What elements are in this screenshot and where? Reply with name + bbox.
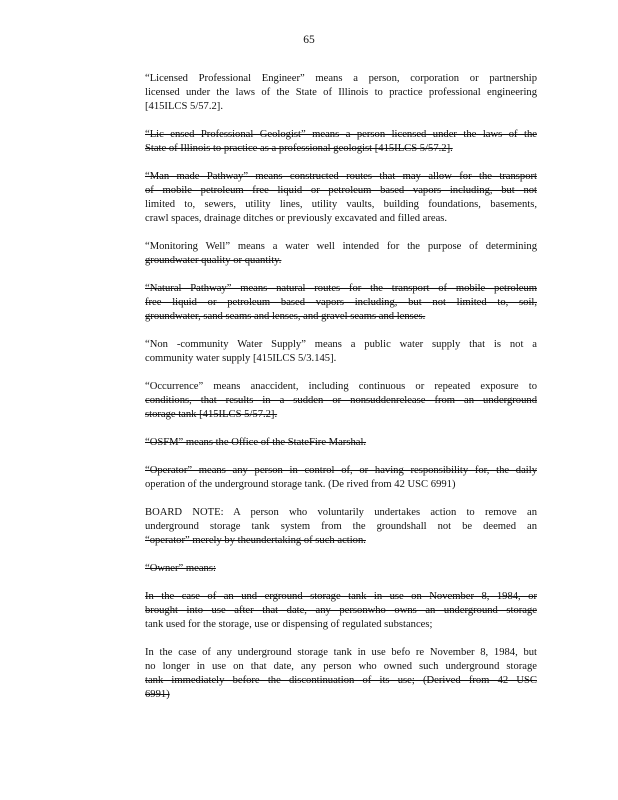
document-body — [145, 72, 537, 716]
struck-text-line: brought into use after that date, any personwho owns an underground storage — [145, 605, 537, 616]
definition-paragraph — [145, 72, 537, 114]
definition-paragraph — [145, 436, 537, 450]
definition-paragraph — [145, 380, 537, 422]
definition-paragraph — [145, 646, 537, 702]
struck-text-line: “OSFM” means the Office of the StateFire Marshal. — [145, 437, 367, 448]
struck-text-line: State of Illinois to practice as a professional geologist [415ILCS 5/57.2]. — [145, 143, 453, 154]
text-line: limited to, sewers, utility lines, utility vaults, building foundations, basements, — [145, 199, 537, 210]
struck-text-line: free liquid or petroleum based vapors including, but not limited to, soil, — [145, 297, 537, 308]
text-line: “Non -community Water Supply” means a public water supply that is not a — [145, 339, 537, 350]
struck-text-line: 6991) — [145, 689, 170, 700]
text-line: tank used for the storage, use or dispensing of regulated substances; — [145, 619, 433, 630]
struck-text-line: “Man made Pathway” means constructed routes that may allow for the transport — [145, 171, 537, 182]
text-line: operation of the underground storage tank. (De rived from 42 USC 6991) — [145, 479, 456, 490]
struck-text-line: In the case of an und erground storage tank in use on November 8, 1984, or — [145, 591, 537, 602]
definition-paragraph — [145, 590, 537, 632]
struck-text-line: storage tank [415ILCS 5/57.2]. — [145, 409, 278, 420]
text-line: In the case of any underground storage tank in use befo re November 8, 1984, but — [145, 647, 537, 658]
definition-paragraph — [145, 464, 537, 492]
text-line: underground storage tank system from the groundshall not be deemed an — [145, 521, 537, 532]
definition-paragraph — [145, 338, 537, 366]
text-line: crawl spaces, drainage ditches or previously excavated and filled areas. — [145, 213, 448, 224]
definition-paragraph — [145, 240, 537, 268]
struck-text-line: “operator” merely by theundertaking of such action. — [145, 535, 366, 546]
struck-text-line: “Natural Pathway” means natural routes for the transport of mobile petroleum — [145, 283, 537, 294]
text-line: community water supply [415ILCS 5/3.145]. — [145, 353, 337, 364]
page-number: 65 — [303, 34, 315, 46]
struck-text-line: “Lic ensed Professional Geologist” means a person licensed under the laws of the — [145, 129, 537, 140]
definition-paragraph — [145, 562, 537, 576]
definition-paragraph — [145, 506, 537, 548]
definition-paragraph — [145, 128, 537, 156]
text-line: “Occurrence” means anaccident, including continuous or repeated exposure to — [145, 381, 537, 392]
definition-paragraph — [145, 170, 537, 226]
struck-text-line: conditions, that results in a sudden or nonsuddenrelease from an underground — [145, 395, 537, 406]
struck-text-line: “Owner” means: — [145, 563, 216, 574]
text-line: BOARD NOTE: A person who voluntarily undertakes action to remove an — [145, 507, 537, 518]
text-line: no longer in use on that date, any person who owned such underground storage — [145, 661, 537, 672]
text-line: “Licensed Professional Engineer” means a person, corporation or partnership — [145, 73, 537, 84]
struck-text-line: groundwater quality or quantity. — [145, 255, 282, 266]
struck-text-line: of mobile petroleum free liquid or petroleum based vapors including, but not — [145, 185, 537, 196]
struck-text-line: tank immediately before the discontinuation of its use; (Derived from 42 USC — [145, 675, 537, 686]
struck-text-line: “Operator” means any person in control of, or having responsibility for, the daily — [145, 465, 537, 476]
definition-paragraph — [145, 282, 537, 324]
struck-text-line: groundwater, sand seams and lenses, and gravel seams and lenses. — [145, 311, 426, 322]
text-line: [415ILCS 5/57.2]. — [145, 101, 223, 112]
text-line: “Monitoring Well” means a water well intended for the purpose of determining — [145, 241, 537, 252]
text-line: licensed under the laws of the State of Illinois to practice professional engineering — [145, 87, 537, 98]
